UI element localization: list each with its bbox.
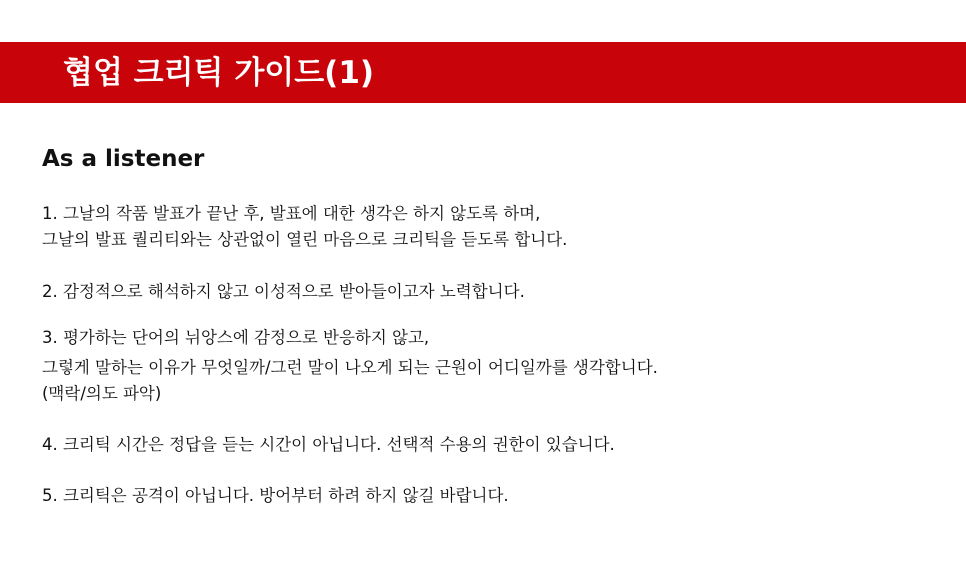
list-item-line: 3. 평가하는 단어의 뉘앙스에 감정으로 반응하지 않고,: [42, 328, 430, 347]
list-item-line: 그날의 발표 퀄리티와는 상관없이 열린 마음으로 크리틱을 듣도록 합니다.: [42, 230, 568, 249]
list-item-line: 2. 감정적으로 해석하지 않고 이성적으로 받아들이고자 노력합니다.: [42, 282, 525, 301]
list-item-line: (맥락/의도 파악): [42, 384, 162, 403]
page-title: 협업 크리틱 가이드(1): [63, 55, 375, 91]
section-heading: As a listener: [42, 146, 205, 172]
list-item-line: 4. 크리틱 시간은 정답을 듣는 시간이 아닙니다. 선택적 수용의 권한이 있습니다.: [42, 435, 615, 454]
list-item-line: 그렇게 말하는 이유가 무엇일까/그런 말이 나오게 되는 근원이 어디일까를 생각합니다.: [42, 358, 658, 377]
list-item-line: 5. 크리틱은 공격이 아닙니다. 방어부터 하려 하지 않길 바랍니다.: [42, 486, 509, 505]
list-item-line: 1. 그날의 작품 발표가 끝난 후, 발표에 대한 생각은 하지 않도록 하며,: [42, 204, 541, 223]
